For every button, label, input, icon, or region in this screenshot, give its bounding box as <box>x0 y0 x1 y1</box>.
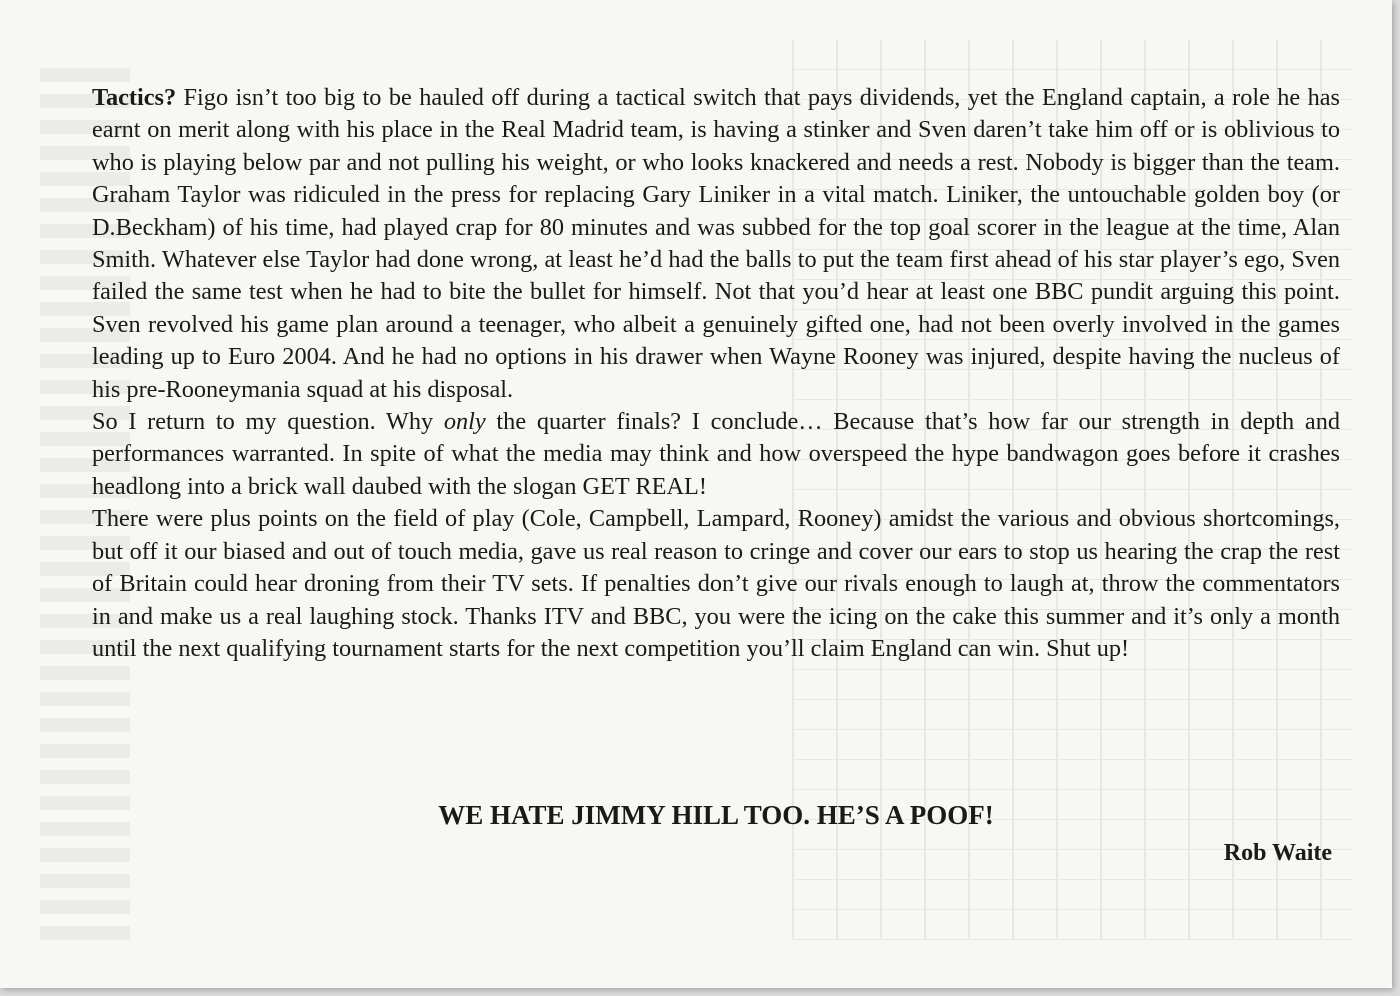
author-signature: Rob Waite <box>1223 840 1332 866</box>
article-body <box>92 82 1340 665</box>
paragraph-lead: Tactics? <box>92 84 177 111</box>
emphasis-text: only <box>443 408 486 436</box>
paragraph-tactics <box>92 82 1340 406</box>
closing-slogan: WE HATE JIMMY HILL TOO. HE’S A POOF! <box>438 800 994 830</box>
paragraph-media: There were plus points on the field of play (Cole, Campbell, Lampard, Rooney) amidst the various and obvious shortcomings, but off it our biased and out of touch media, gave us real reason to cringe and cover our ears to stop us hearing the crap the rest of Britain could hear droning from their TV sets. If penalties don’t give our rivals enough to laugh at, throw the commentators in and make us a real laughing stock. Thanks ITV and BBC, you were the icing on the cake this summer and it’s only a month until the next qualifying tournament starts for the next competition you’ll claim England can win. Shut up! <box>92 505 1340 662</box>
paragraph-text: the quarter finals? I conclude… Because that’s how far our strength in depth and performances warranted. In spite of what the media may think and how overspeed the hype bandwagon goes before it crashes headlong into a brick wall daubed with the slogan GET REAL! <box>92 408 1340 500</box>
paragraph-question <box>92 406 1340 503</box>
paragraph-text: So I return to my question. Why <box>92 408 444 436</box>
paragraph-text: Figo isn’t too big to be hauled off during a tactical switch that pays dividends, yet the England captain, a role he has earnt on merit along with his place in the Real Madrid team, is having a stinker and Sven daren’t take him off or is oblivious to who is playing below par and not pulling his weight, or who looks knackered and needs a rest. Nobody is bigger than the team. Graham Taylor was ridiculed in the press for replacing Gary Liniker in a vital match. Liniker, the untouchable golden boy (or D.Beckham) of his time, had played crap for 80 minutes and was subbed for the top goal scorer in the league at the time, Alan Smith. Whatever else Taylor had done wrong, at least he’d had the balls to put the team first ahead of his star player’s ego, Sven failed the same test when he had to bite the bullet for himself. Not that you’d hear at least one BBC pundit arguing this point. Sven revolved his game plan around a teenager, who albeit a genuinely gifted one, had not been overly involved in the games leading up to Euro 2004. And he had no options in his drawer when Wayne Rooney was injured, despite having the nucleus of his pre-Rooneymania squad at his disposal. <box>92 84 1340 403</box>
